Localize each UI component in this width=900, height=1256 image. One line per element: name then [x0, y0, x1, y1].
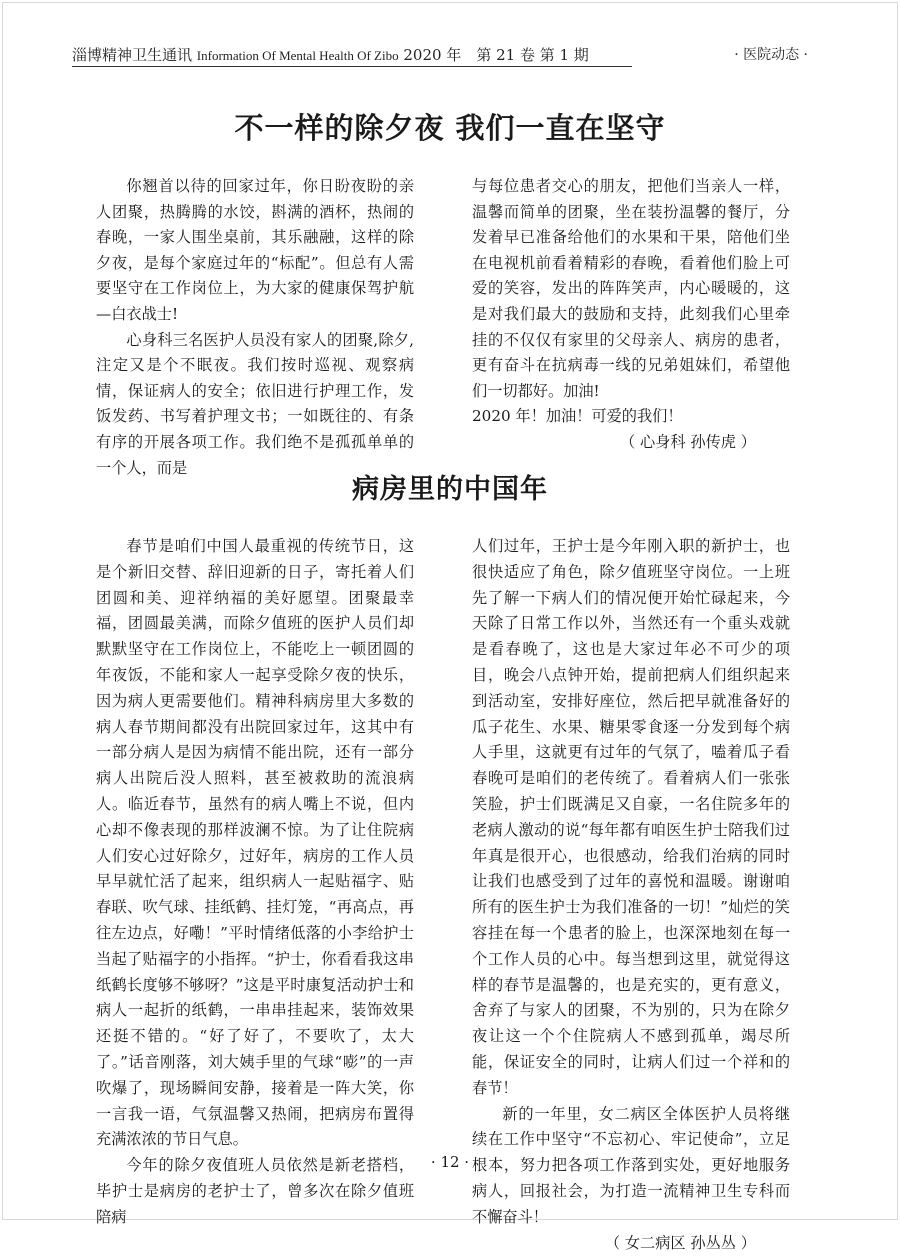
header-rule: [72, 66, 632, 67]
journal-name-en: Information Of Mental Health Of Zibo: [196, 48, 399, 63]
article1-column-left: [96, 174, 414, 481]
page-number: · 12 ·: [430, 1153, 470, 1171]
header-journal: [72, 44, 589, 67]
journal-name-cn: 淄博精神卫生通讯: [72, 46, 193, 64]
article2-paragraph: 人们过年，王护士是今年刚入职的新护士，也很快适应了角色，除夕值班坚守岗位。一上班先了解一下病人们的情况便开始忙碌起来，今天除了日常工作以外，当然还有一个重头戏就是看春晚了，这也是大家过年必不可少的项目，晚会八点钟开始，提前把病人们组织起来到活动室，安排好座位，然后把早就准备好的瓜子花生、水果、糖果零食逐一分发到每个病人手里，这就更有过年的气氛了，嗑着瓜子看春晚可是咱们的老传统了。看着病人们一张张笑脸，护士们既满足又自豪，一名住院多年的老病人激动的说“每年都有咱医生护士陪我们过年真是很开心，也很感动，给我们治病的同时让我们也感受到了过年的喜悦和温暖。谢谢咱所有的医生护士为我们准备的一切！”灿烂的笑容挂在每一个患者的脸上，也深深地刻在每一个工作人员的心中。每当想到这里，就觉得这样的春节是温馨的，也是充实的，更有意义，舍弃了与家人的团聚，不为别的，只为在除夕夜让这一个个住院病人不感到孤单，竭尽所能，保证安全的同时，让病人们过一个祥和的春节！: [472, 537, 790, 1097]
issue-info: 2020 年 第 21 卷 第 1 期: [403, 46, 589, 64]
article1-column-right: [472, 174, 790, 456]
article1-paragraph: 心身科三名医护人员没有家人的团聚,除夕,注定又是个不眠夜。我们按时巡视、观察病情，保证病人的安全；依旧进行护理工作，发饭发药、书写着护理文书；一如既往的、有条有序的开展各项工作。我们绝不是孤孤单单的一个人，而是: [96, 330, 414, 477]
article1-paragraph: 2020 年！加油！可爱的我们！: [472, 407, 683, 426]
article2-title: 病房里的中国年: [352, 474, 548, 505]
article2-paragraph: 春节是咱们中国人最重视的传统节日，这是个新旧交替、辞旧迎新的日子，寄托着人们团圆和美、迎祥纳福的美好愿望。团聚最幸福，团圆最美满，而除夕值班的医护人员们却默默坚守在工作岗位上，不能吃上一顿团圆的年夜饭，不能和家人一起享受除夕夜的快乐，因为病人更需要他们。精神科病房里大多数的病人春节期间都没有出院回家过年，这其中有一部分病人是因为病情不能出院，还有一部分病人出院后没人照料，甚至被救助的流浪病人。临近春节，虽然有的病人嘴上不说，但内心却不像表现的那样波澜不惊。为了让住院病人们安心过好除夕，过好年，病房的工作人员早早就忙活了起来，组织病人一起贴福字、贴春联、吹气球、挂纸鹤、挂灯笼，“再高点，再往左边点，好嘞！”平时情绪低落的小李给护士当起了贴福字的小指挥。“护士，你看看我这串纸鹤长度够不够呀？”这是平时康复活动护士和病人一起折的纸鹤，一串串挂起来，装饰效果还挺不错的。“好了好了，不要吹了，太大了。”话音刚落，刘大姨手里的气球“嘭”的一声吹爆了，现场瞬间安静，接着是一阵大笑，你一言我一语，气氛温馨又热闹，把病房布置得充满浓浓的节日气息。: [96, 537, 414, 1149]
article1-paragraph: 与每位患者交心的朋友，把他们当亲人一样，温馨而简单的团聚，坐在装扮温馨的餐厅，分发着早已准备给他们的水果和干果，陪他们坐在电视机前看着精彩的春晚，看着他们脸上可爱的笑容，发出的阵阵笑声，内心暖暖的，这是对我们最大的鼓励和支持，此刻我们心里牵挂的不仅仅有家里的父母亲人、病房的患者，更有奋斗在抗病毒一线的兄弟姐妹们，希望他们一切都好。加油!: [472, 177, 790, 400]
running-header: [72, 44, 808, 66]
article2-paragraph: 今年的除夕夜值班人员依然是新老搭档，毕护士是病房的老护士了，曾多次在除夕值班陪病: [96, 1156, 414, 1226]
article2-paragraph: 新的一年里，女二病区全体医护人员将继续在工作中坚守“不忘初心、牢记使命”，立足根本，努力把各项工作落到实处，更好地服务病人，回报社会，为打造一流精神卫生专科而不懈奋斗！: [472, 1104, 790, 1226]
article2-byline: （ 女二病区 孙丛丛 ）: [604, 1233, 756, 1252]
article2-column-left: [96, 534, 414, 1231]
section-label: · 医院动态 ·: [734, 47, 808, 63]
article2-column-right: [472, 534, 790, 1256]
article1-paragraph: 你翘首以待的回家过年，你日盼夜盼的亲人团聚，热腾腾的水饺，斟满的酒杯，热闹的春晚，一家人围坐桌前，其乐融融，这样的除夕夜，是每个家庭过年的“标配”。但总有人需要坚守在工作岗位上，为大家的健康保驾护航—白衣战士!: [96, 177, 414, 323]
article1-byline: （ 心身科 孙传虎 ）: [620, 432, 756, 451]
article1-title: 不一样的除夕夜 我们一直在坚守: [234, 111, 666, 145]
